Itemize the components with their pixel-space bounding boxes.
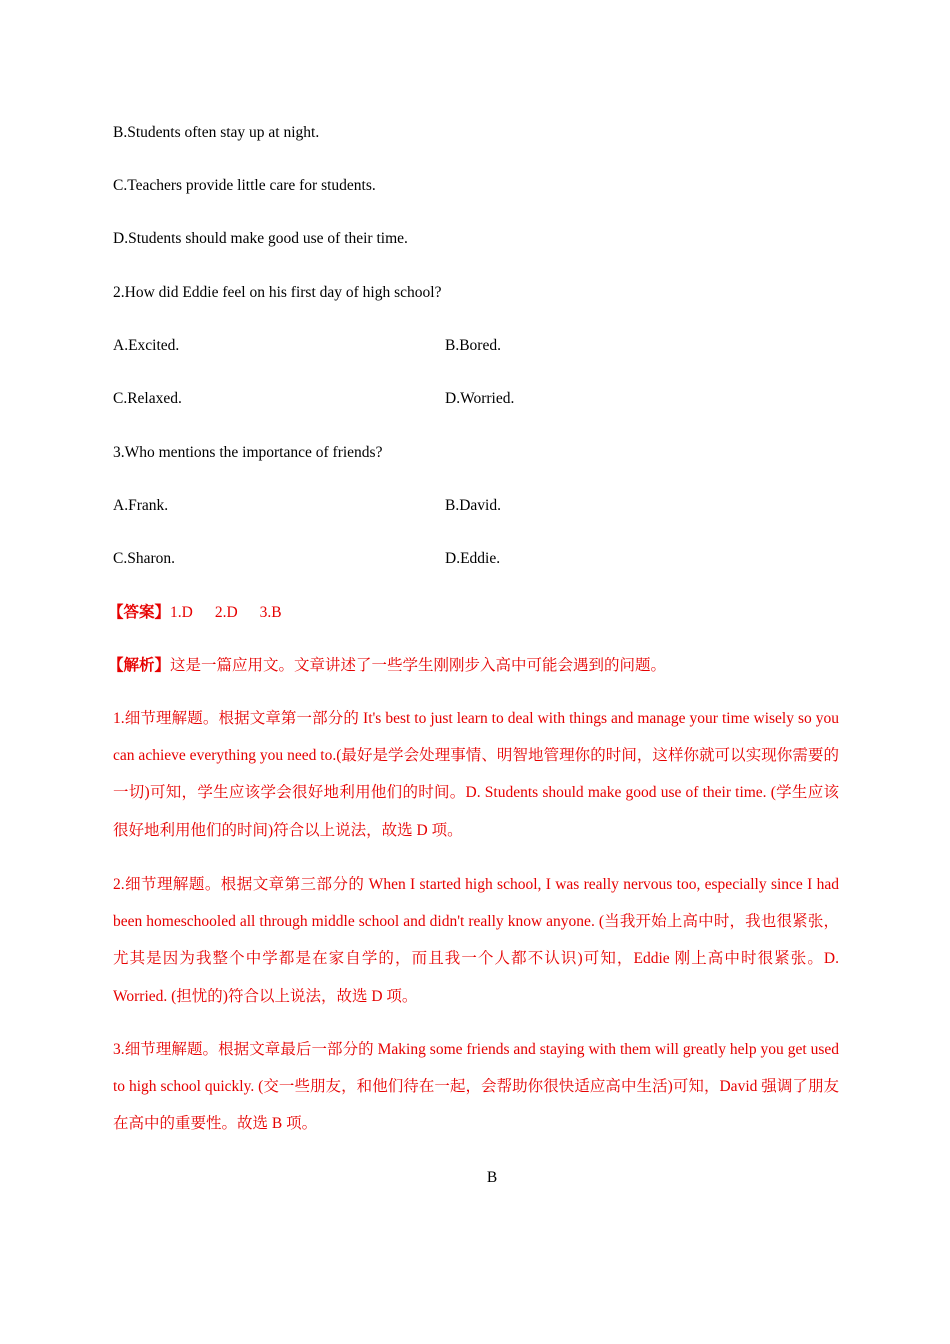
q3-stem: 3.Who mentions the importance of friends? (113, 444, 383, 461)
q1-option-d: D.Students should make good use of their time. (113, 230, 408, 247)
analysis-intro-line (108, 656, 666, 676)
q3-option-c: C.Sharon. (113, 550, 175, 567)
q2-option-c: C.Relaxed. (113, 390, 182, 407)
q2-option-a: A.Excited. (113, 337, 180, 354)
analysis-paragraph-3: 3.细节理解题。根据文章最后一部分的 Making some friends and staying with them will greatly help you get used to high school quickly. (交一些朋友，和他们待在一起，会帮助你很快适应高中生活)可知，David 强调了朋友在高中的重要性。故选 B 项。 (113, 1041, 839, 1133)
q1-option-c: C.Teachers provide little care for students. (113, 177, 376, 194)
answer-label: 【答案】 (108, 604, 171, 621)
q2-option-b: B.Bored. (445, 337, 501, 354)
answer-3: 3.B (259, 604, 282, 621)
q3-option-a: A.Frank. (113, 497, 169, 514)
q2-option-d: D.Worried. (445, 390, 515, 407)
analysis-label: 【解析】 (108, 657, 171, 674)
answer-line (108, 603, 282, 623)
analysis-paragraph-1: 1.细节理解题。根据文章第一部分的 It's best to just learn to deal with things and manage your time wisely so you can achieve everything you need to.(最好是学会处理事情、明智地管理你的时间，这样你就可以实现你需要的一切)可知，学生应该学会很好地利用他们的时间。D. Students should make good use of their time. (学生应该很好地利用他们的时间)符合以上说法，故选 D 项。 (113, 710, 839, 839)
answer-1: 1.D (170, 604, 193, 621)
q3-option-b: B.David. (445, 497, 501, 514)
answer-2: 2.D (214, 604, 238, 621)
analysis-intro: 这是一篇应用文。文章讲述了一些学生刚刚步入高中可能会遇到的问题。 (170, 657, 667, 674)
q2-stem: 2.How did Eddie feel on his first day of high school? (113, 284, 442, 301)
q3-option-d: D.Eddie. (445, 550, 501, 567)
section-marker: B (486, 1169, 498, 1186)
analysis-paragraph-2: 2.细节理解题。根据文章第三部分的 When I started high school, I was really nervous too, especially since I had been homeschooled all through middle school and didn't really know anyone. (当我开始上高中时，我也很紧张，尤其是因为我整个中学都是在家自学的，而且我一个人都不认识)可知，Eddie 刚上高中时很紧张。D. Worried. (担忧的)符合以上说法，故选 D 项。 (113, 876, 839, 1005)
q1-option-b: B.Students often stay up at night. (113, 124, 320, 141)
